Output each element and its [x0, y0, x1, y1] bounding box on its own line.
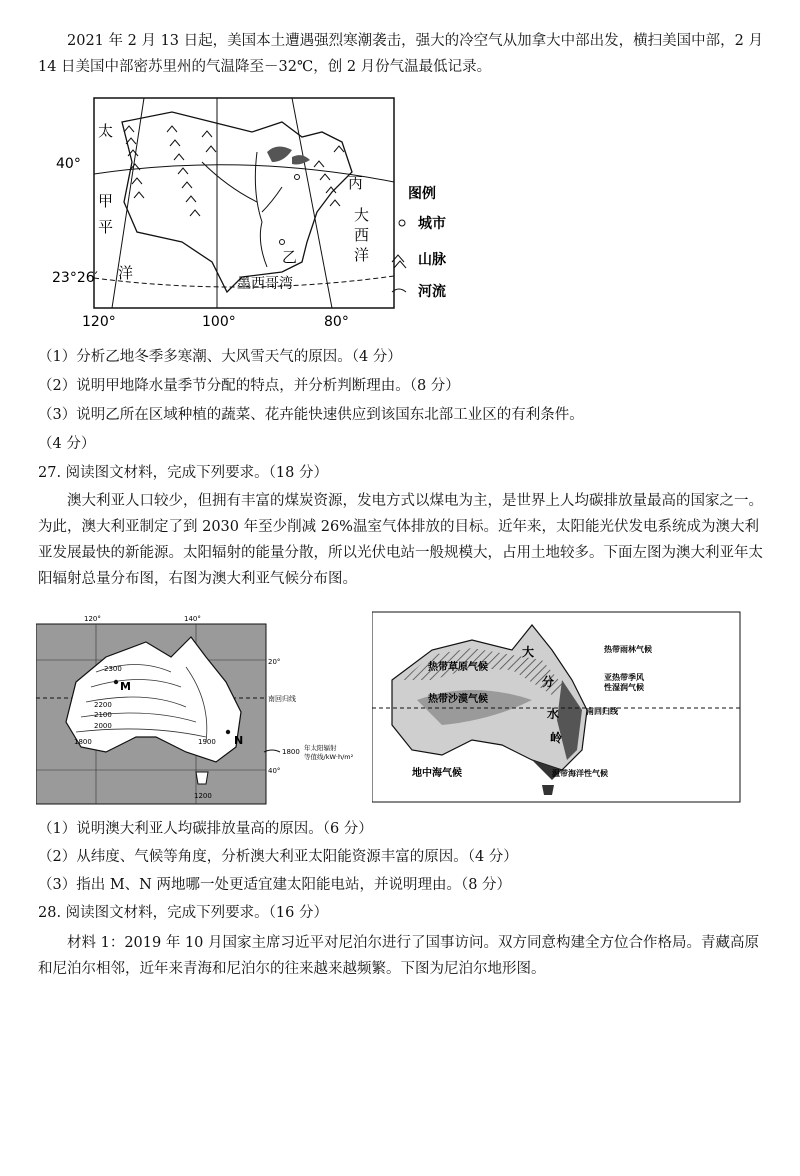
atlantic-char-3: 洋 [354, 246, 370, 264]
yi-label: 乙 [282, 248, 298, 266]
lon-100-label: 100° [202, 314, 236, 330]
atlantic-char-1: 大 [354, 206, 370, 224]
n-label: N [234, 734, 244, 747]
bing-label: 丙 [348, 174, 364, 192]
lon-120-left: 120° [84, 615, 101, 623]
rainforest-label: 热带雨林气候 [604, 645, 652, 654]
australia-climate-map [372, 610, 742, 806]
q27-material: 澳大利亚人口较少，但拥有丰富的煤炭资源，发电方式以煤电为主，是世界上人均碳排放量最高的国家之一。为此，澳大利亚制定了到 2030 年至少削减 26%温室气体排放的目标。近年来，太阳能光伏发电系统成为澳大利亚发展最快的新能源。太阳辐射的能量分散，所以光伏电站一般规模大，占用土地较多。下面左图为澳大利亚年太阳辐射总量分布图，右图为澳大利亚气候分布图。 [38, 493, 763, 587]
mississippi-river [255, 152, 267, 267]
lat-20-left: 20° [268, 658, 281, 666]
iso-1200: 1200 [194, 792, 212, 800]
q27-1: （1）说明澳大利亚人均碳排放量高的原因。（6 分） [38, 821, 373, 837]
legend-city-icon [399, 220, 405, 226]
iso-2200: 2200 [94, 701, 112, 709]
intro-paragraph: 2021 年 2 月 13 日起，美国本土遭遇强烈寒潮袭击，强大的冷空气从加拿大中部出发，横扫美国中部，2 月 14 日美国中部密苏里州的气温降至－32℃，创 2 月份气温最低记录。 [38, 33, 763, 75]
point-m [114, 680, 118, 684]
iso-2000: 2000 [94, 722, 112, 730]
missouri-river [202, 162, 257, 202]
tropic-left: 南回归线 [268, 695, 296, 703]
jia-label: 甲 [98, 192, 114, 210]
city-marker [280, 240, 285, 245]
subtropical-line2: 性湿润气候 [604, 683, 644, 692]
gulf-label: 墨西哥湾 [237, 276, 293, 292]
iso-1900: 1900 [198, 738, 216, 746]
q26-2: （2）说明甲地降水量季节分配的特点，并分析判断理由。（8 分） [38, 378, 460, 394]
desert-label: 热带沙漠气候 [428, 694, 488, 705]
city-marker [295, 175, 300, 180]
range-char-4: 岭 [550, 731, 563, 745]
legend-river: 河流 [418, 284, 446, 300]
iso-2100: 2100 [94, 711, 112, 719]
australia-solar-map [36, 612, 366, 808]
q27-2: （2）从纬度、气候等角度，分析澳大利亚太阳能资源丰富的原因。（4 分） [38, 849, 518, 865]
oceanic-label: 温带海洋性气候 [552, 769, 608, 778]
australia-climate-svg [372, 610, 742, 806]
legend-line1: 年太阳辐射 [304, 744, 337, 752]
range-char-3: 水 [547, 707, 560, 721]
pacific-char-2: 平 [98, 218, 114, 236]
range-char-1: 大 [522, 645, 535, 659]
range-char-2: 分 [542, 675, 555, 689]
meridian-80 [292, 98, 332, 308]
australia-solar-svg [36, 612, 366, 808]
q27-3: （3）指出 M、N 两地哪一处更适宜建太阳能电站，并说明理由。（8 分） [38, 877, 512, 893]
tasmania-right [542, 785, 554, 795]
q26-3-score: （4 分） [38, 436, 96, 452]
iso-1800: 1800 [74, 738, 92, 746]
pacific-char-1: 太 [98, 122, 114, 140]
q26-3: （3）说明乙所在区域种植的蔬菜、花卉能快速供应到该国东北部工业区的有利条件。 [38, 407, 584, 423]
tasmania-left [196, 772, 208, 784]
atlantic-char-2: 西 [354, 226, 370, 244]
ohio-river [262, 187, 282, 212]
q28-material: 材料 1：2019 年 10 月国家主席习近平对尼泊尔进行了国事访问。双方同意构建全方位合作格局。青藏高原和尼泊尔相邻，近年来青海和尼泊尔的往来越来越频繁。下图为尼泊尔地形图。 [38, 935, 760, 977]
legend-city: 城市 [418, 216, 446, 232]
subtropical-line1: 亚热带季风 [604, 673, 644, 682]
us-coastline [122, 112, 352, 292]
q28-heading: 28. 阅读图文材料，完成下列要求。（16 分） [38, 905, 328, 921]
legend-value: 1800 [282, 748, 300, 756]
q27-heading: 27. 阅读图文材料，完成下列要求。（18 分） [38, 465, 328, 481]
tropic-right: 南回归线 [586, 707, 618, 716]
great-lakes-2 [292, 155, 310, 164]
lon-140-left: 140° [184, 615, 201, 623]
us-map-svg [52, 92, 472, 334]
great-lakes [267, 146, 292, 162]
lon-120-label: 120° [82, 314, 116, 330]
us-coldwave-map [52, 92, 472, 334]
point-n [226, 730, 230, 734]
pacific-char-3: 洋 [118, 264, 134, 282]
legend-title: 图例 [408, 186, 436, 202]
lat-40-label: 40° [56, 156, 81, 172]
savanna-label: 热带草原气候 [428, 662, 488, 673]
legend-mountain: 山脉 [418, 252, 446, 268]
lon-80-label: 80° [324, 314, 349, 330]
mediterranean-label: 地中海气候 [412, 768, 462, 779]
lat-23-label: 23°26′ [52, 270, 98, 286]
iso-2300: 2300 [104, 665, 122, 673]
lat-40-left: 40° [268, 767, 281, 775]
m-label: M [120, 680, 131, 693]
q26-1: （1）分析乙地冬季多寒潮、大风雪天气的原因。（4 分） [38, 349, 402, 365]
legend-line2: 等值线/kW·h/m² [304, 753, 354, 761]
